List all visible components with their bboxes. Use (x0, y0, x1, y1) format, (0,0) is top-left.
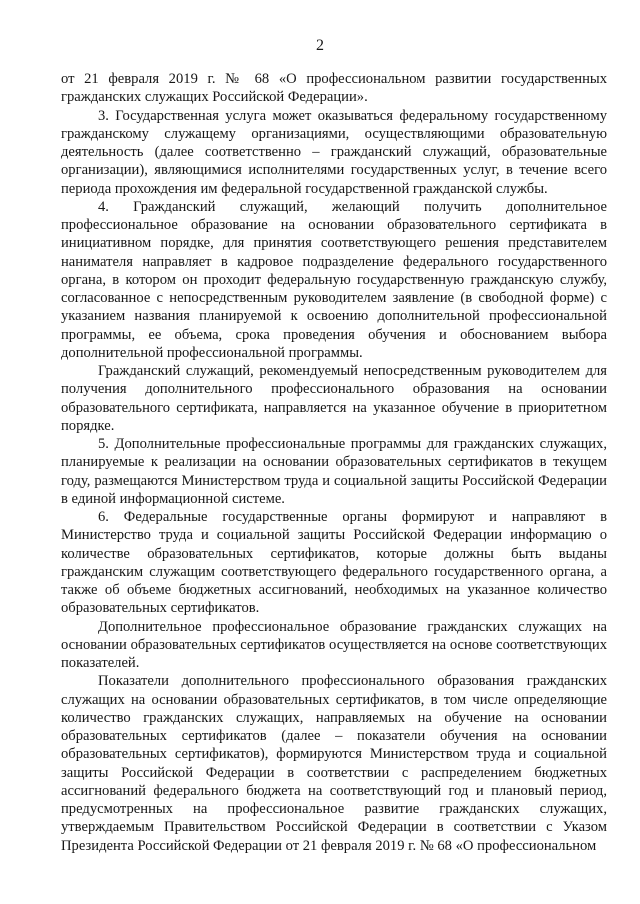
paragraph-item-3: 3. Государственная услуга может оказываться федеральному государственному гражданскому служащему организациями, осуществляющими образовательную деятельность (далее соответственно – гражданский служащий, образовательные организации), являющимися исполнителями государственных услуг, в течение всего периода прохождения им федеральной государственной гражданской службы. (61, 107, 607, 197)
page-number: 2 (316, 37, 324, 54)
document-body (61, 70, 607, 855)
paragraph-item-4: 4. Гражданский служащий, желающий получить дополнительное профессиональное образование на основании образовательного сертификата в инициативном порядке, для принятия соответствующего решения представителем нанимателя направляет в кадровое подразделение федерального государственного органа, в котором он проходит федеральную государственную гражданскую службу, согласованное с непосредственным руководителем заявление (в свободной форме) с указанием названия планируемой к освоению дополнительной профессиональной программы, ее объема, срока проведения обучения и обоснованием выбора дополнительной профессиональной программы. (61, 198, 607, 361)
paragraph-continuation: от 21 февраля 2019 г. № 68 «О профессиональном развитии государственных гражданских служащих Российской Федерации». (61, 71, 607, 106)
paragraph-item-5: 5. Дополнительные профессиональные программы для гражданских служащих, планируемые к реализации на основании образовательных сертификатов в текущем году, размещаются Министерством труда и социальной защиты Российской Федерации в единой информационной системе. (61, 436, 607, 507)
paragraph-indicators: Показатели дополнительного профессионального образования гражданских служащих на основании образовательных сертификатов, в том числе определяющие количество гражданских служащих, направляемых на обучение на основании образовательных сертификатов (далее – показатели обучения на основании образовательных сертификатов), формируются Министерством труда и социальной защиты Российской Федерации в соответствии с распределением бюджетных ассигнований федерального бюджета на соответствующий год и плановый период, предусмотренных на профессиональное развитие гражданских служащих, утверждаемым Правительством Российской Федерации в соответствии с Указом Президента Российской Федерации от 21 февраля 2019 г. № 68 «О профессиональном (61, 673, 607, 854)
paragraph-education-basis: Дополнительное профессиональное образование гражданских служащих на основании образовательных сертификатов осуществляется на основе соответствующих показателей. (61, 618, 607, 671)
paragraph-recommended-employee: Гражданский служащий, рекомендуемый непосредственным руководителем для получения дополнительного профессионального образования на основании образовательного сертификата, направляется на указанное обучение в приоритетном порядке. (61, 363, 607, 434)
paragraph-item-6: 6. Федеральные государственные органы формируют и направляют в Министерство труда и социальной защиты Российской Федерации информацию о количестве образовательных сертификатов, которые должны быть выданы гражданским служащим соответствующего федерального государственного органа, а также об объеме бюджетных ассигнований, необходимых на указанное количество образовательных сертификатов. (61, 509, 607, 617)
